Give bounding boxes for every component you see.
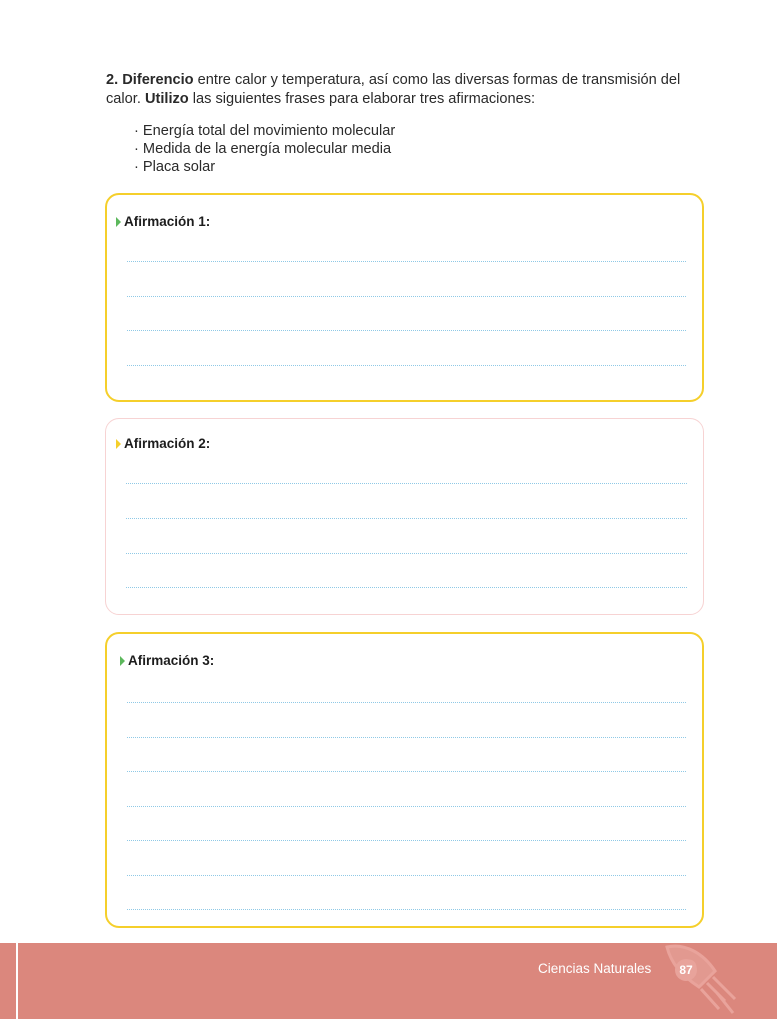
writing-line[interactable] — [127, 296, 686, 297]
instruction-part-1: entre calor y temperatura, así como las diversas formas de transmisión del calor. — [106, 72, 681, 107]
writing-line[interactable] — [127, 737, 686, 738]
rocket-icon — [655, 943, 765, 1019]
writing-line[interactable] — [127, 702, 686, 703]
instruction-text — [106, 71, 718, 108]
page-footer — [0, 943, 777, 1019]
footer-divider — [16, 943, 18, 1019]
phrase-item: · Energía total del movimiento molecular — [134, 123, 396, 139]
phrase-item: · Placa solar — [134, 159, 216, 175]
question-number: 2. — [106, 72, 119, 88]
arrow-marker-icon — [116, 439, 121, 449]
writing-line[interactable] — [127, 330, 686, 331]
writing-line[interactable] — [126, 553, 687, 554]
writing-line[interactable] — [127, 909, 686, 910]
arrow-marker-icon — [120, 656, 125, 666]
writing-line[interactable] — [127, 365, 686, 366]
writing-line[interactable] — [127, 261, 686, 262]
instruction-part-2: las siguientes frases para elaborar tres afirmaciones: — [188, 90, 536, 107]
statement-box-1 — [105, 193, 704, 402]
writing-line[interactable] — [126, 587, 687, 588]
writing-line[interactable] — [127, 875, 686, 876]
instruction-verb-differentiate: Diferencio — [122, 72, 194, 88]
writing-line[interactable] — [126, 483, 687, 484]
arrow-marker-icon — [116, 217, 121, 227]
subject-name: Ciencias Naturales — [538, 961, 652, 976]
statement-label: Afirmación 2: — [124, 436, 211, 451]
statement-label: Afirmación 3: — [128, 653, 215, 668]
phrase-item: · Medida de la energía molecular media — [134, 141, 392, 157]
statement-box-3 — [105, 632, 704, 928]
page-number: 87 — [675, 959, 697, 981]
phrase-list — [134, 122, 395, 176]
writing-line[interactable] — [127, 840, 686, 841]
instruction-verb-use: Utilizo — [144, 90, 189, 107]
statement-box-2 — [105, 418, 704, 615]
writing-line[interactable] — [126, 518, 687, 519]
statement-label: Afirmación 1: — [124, 214, 211, 229]
writing-line[interactable] — [127, 806, 686, 807]
writing-line[interactable] — [127, 771, 686, 772]
